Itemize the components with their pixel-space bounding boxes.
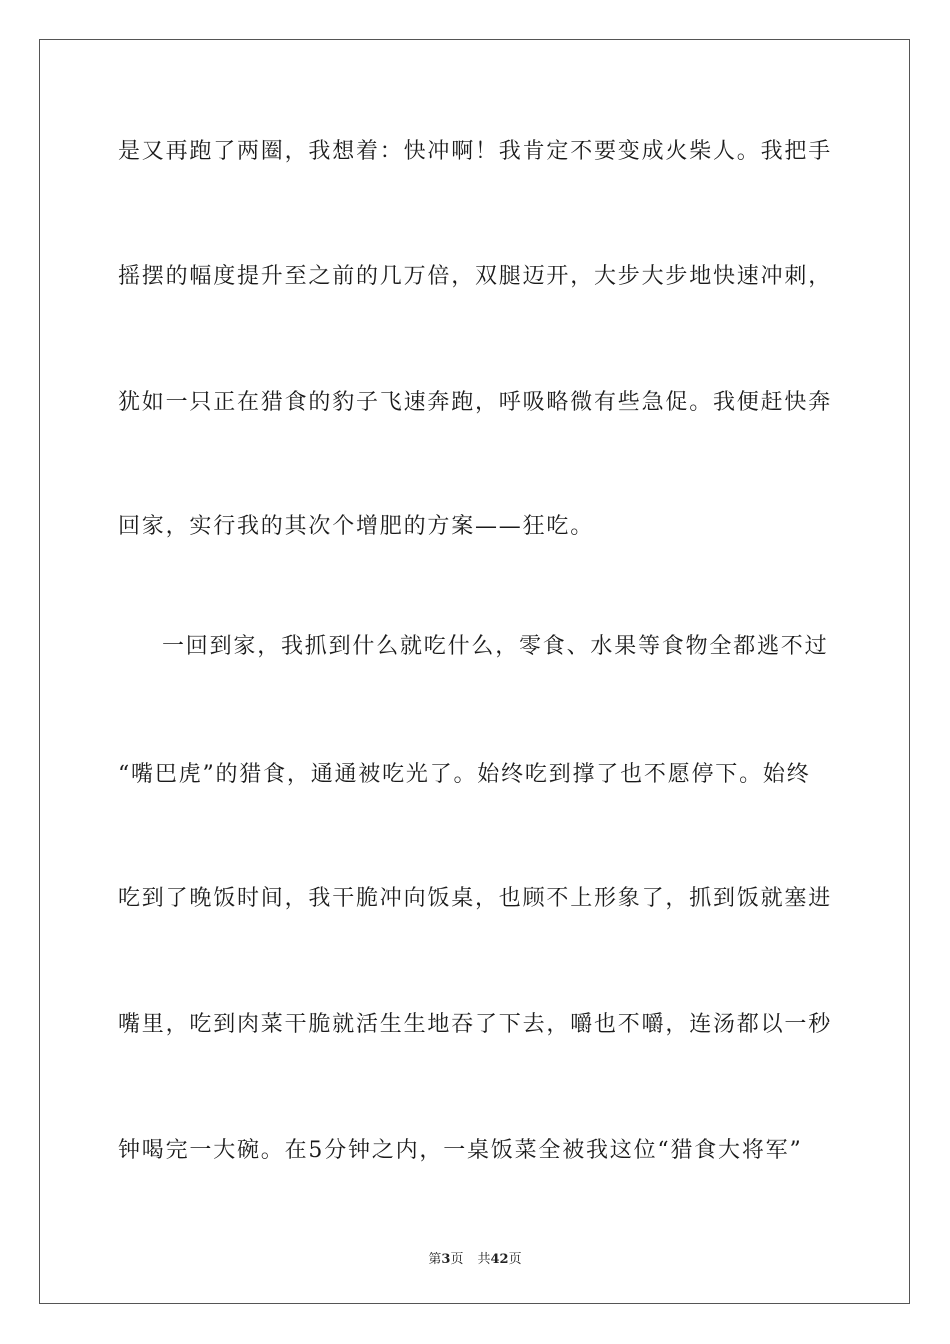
page-prefix: 第 — [428, 1252, 442, 1267]
total-pages: 42 — [490, 1252, 509, 1267]
page-footer — [0, 1248, 950, 1267]
paragraph-line-5: 一回到家，我抓到什么就吃什么，零食、水果等食物全都逃不过 — [162, 634, 829, 659]
paragraph-line-7: 吃到了晚饭时间，我干脆冲向饭桌，也顾不上形象了，抓到饭就塞进 — [118, 886, 833, 911]
page-suffix: 页 — [450, 1252, 464, 1267]
page-number: 3 — [441, 1252, 451, 1267]
total-suffix: 页 — [508, 1252, 522, 1267]
paragraph-line-2: 摇摆的幅度提升至之前的几万倍，双腿迈开，大步大步地快速冲刺， — [118, 264, 833, 289]
paragraph-line-1: 是又再跑了两圈，我想着：快冲啊！我肯定不要变成火柴人。我把手 — [118, 139, 833, 164]
paragraph-line-9: 钟喝完一大碗。在5分钟之内，一桌饭菜全被我这位“猎食大将军” — [118, 1138, 803, 1163]
total-prefix: 共 — [477, 1252, 491, 1267]
page-border — [39, 39, 910, 1304]
paragraph-line-8: 嘴里，吃到肉菜干脆就活生生地吞了下去，嚼也不嚼，连汤都以一秒 — [118, 1012, 833, 1037]
paragraph-line-4: 回家，实行我的其次个增肥的方案——狂吃。 — [118, 514, 595, 539]
paragraph-line-6: “嘴巴虎”的猎食，通通被吃光了。始终吃到撑了也不愿停下。始终 — [118, 762, 811, 787]
paragraph-line-3: 犹如一只正在猎食的豹子飞速奔跑，呼吸略微有些急促。我便赶快奔 — [118, 390, 833, 415]
